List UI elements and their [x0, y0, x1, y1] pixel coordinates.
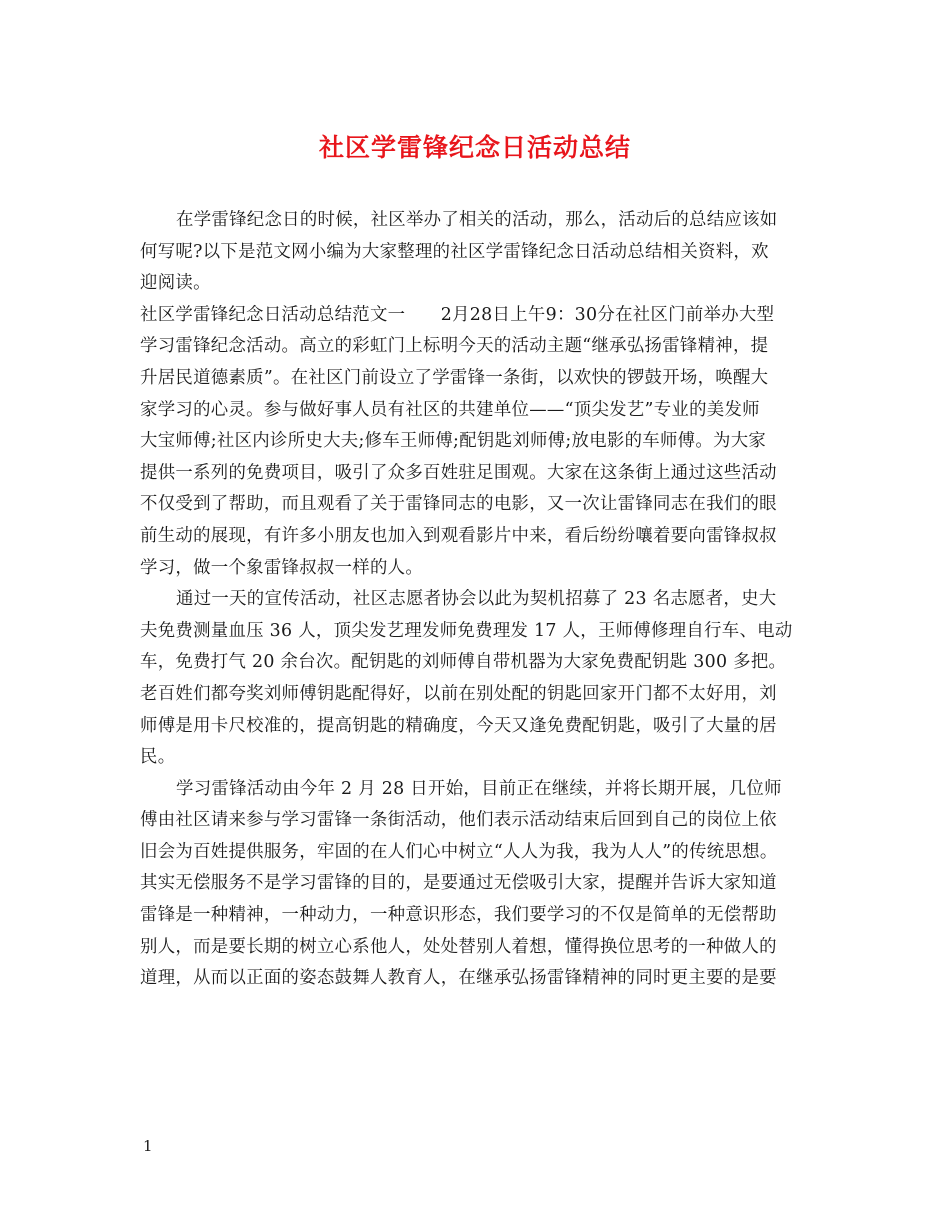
- text-line: 车，免费打气 20 余台次。配钥匙的刘师傅自带机器为大家免费配钥匙 300 多把。: [140, 652, 787, 673]
- text-line: 何写呢?以下是范文网小编为大家整理的社区学雷锋纪念日活动总结相关资料，欢: [140, 241, 769, 262]
- text-line: 老百姓们都夸奖刘师傅钥匙配得好，以前在别处配的钥匙回家开门都不太好用，刘: [140, 683, 777, 704]
- text-line: 大宝师傅;社区内诊所史大夫;修车王师傅;配钥匙刘师傅;放电影的车师傅。为大家: [140, 431, 767, 452]
- text-line: 学习雷锋活动由今年 2 月 28 日开始，目前正在继续，并将长期开展，几位师: [176, 778, 782, 799]
- text-line: 旧会为百姓提供服务，牢固的在人们心中树立“人人为我，我为人人”的传统思想。: [140, 841, 778, 862]
- text-line: 不仅受到了帮助，而且观看了关于雷锋同志的电影，又一次让雷锋同志在我们的眼: [140, 494, 777, 515]
- page-number: 1: [143, 1137, 153, 1155]
- text-line: 学习，做一个象雷锋叔叔一样的人。: [140, 557, 424, 578]
- text-line: 社区学雷锋纪念日活动总结范文一 2月28日上午9：30分在社区门前举办大型: [140, 304, 775, 325]
- text-line: 其实无偿服务不是学习雷锋的目的，是要通过无偿吸引大家，提醒并告诉大家知道: [140, 873, 777, 894]
- text-line: 道理，从而以正面的姿态鼓舞人教育人，在继承弘扬雷锋精神的同时更主要的是要: [140, 968, 777, 989]
- text-line: 雷锋是一种精神，一种动力，一种意识形态，我们要学习的不仅是简单的无偿帮助: [140, 905, 777, 926]
- text-line: 迎阅读。: [140, 273, 211, 294]
- text-line: 家学习的心灵。参与做好事人员有社区的共建单位——“顶尖发艺”专业的美发师: [140, 399, 760, 420]
- text-line: 傅由社区请来参与学习雷锋一条街活动，他们表示活动结束后回到自己的岗位上依: [140, 810, 777, 831]
- text-line: 别人，而是要长期的树立心系他人，处处替别人着想，懂得换位思考的一种做人的: [140, 936, 777, 957]
- text-line: 师傅是用卡尺校准的，提高钥匙的精确度，今天又逢免费配钥匙，吸引了大量的居: [140, 715, 777, 736]
- text-line: 学习雷锋纪念活动。高立的彩虹门上标明今天的活动主题“继承弘扬雷锋精神，提: [140, 336, 769, 357]
- document-body: [140, 205, 830, 995]
- text-line: 通过一天的宣传活动，社区志愿者协会以此为契机招募了 23 名志愿者，史大: [176, 589, 777, 610]
- text-line: 提供一系列的免费项目，吸引了众多百姓驻足围观。大家在这条街上通过这些活动: [140, 462, 777, 483]
- document-title: 社区学雷锋纪念日活动总结: [318, 133, 631, 162]
- text-line: 前生动的展现，有许多小朋友也加入到观看影片中来，看后纷纷嚷着要向雷锋叔叔: [140, 525, 777, 546]
- text-line: 在学雷锋纪念日的时候，社区举办了相关的活动，那么，活动后的总结应该如: [176, 210, 778, 230]
- text-line: 民。: [140, 747, 176, 768]
- text-line: 夫免费测量血压 36 人，顶尖发艺理发师免费理发 17 人，王师傅修理自行车、电动: [140, 620, 793, 641]
- text-line: 升居民道德素质”。在社区门前设立了学雷锋一条街，以欢快的锣鼓开场，唤醒大: [140, 367, 769, 388]
